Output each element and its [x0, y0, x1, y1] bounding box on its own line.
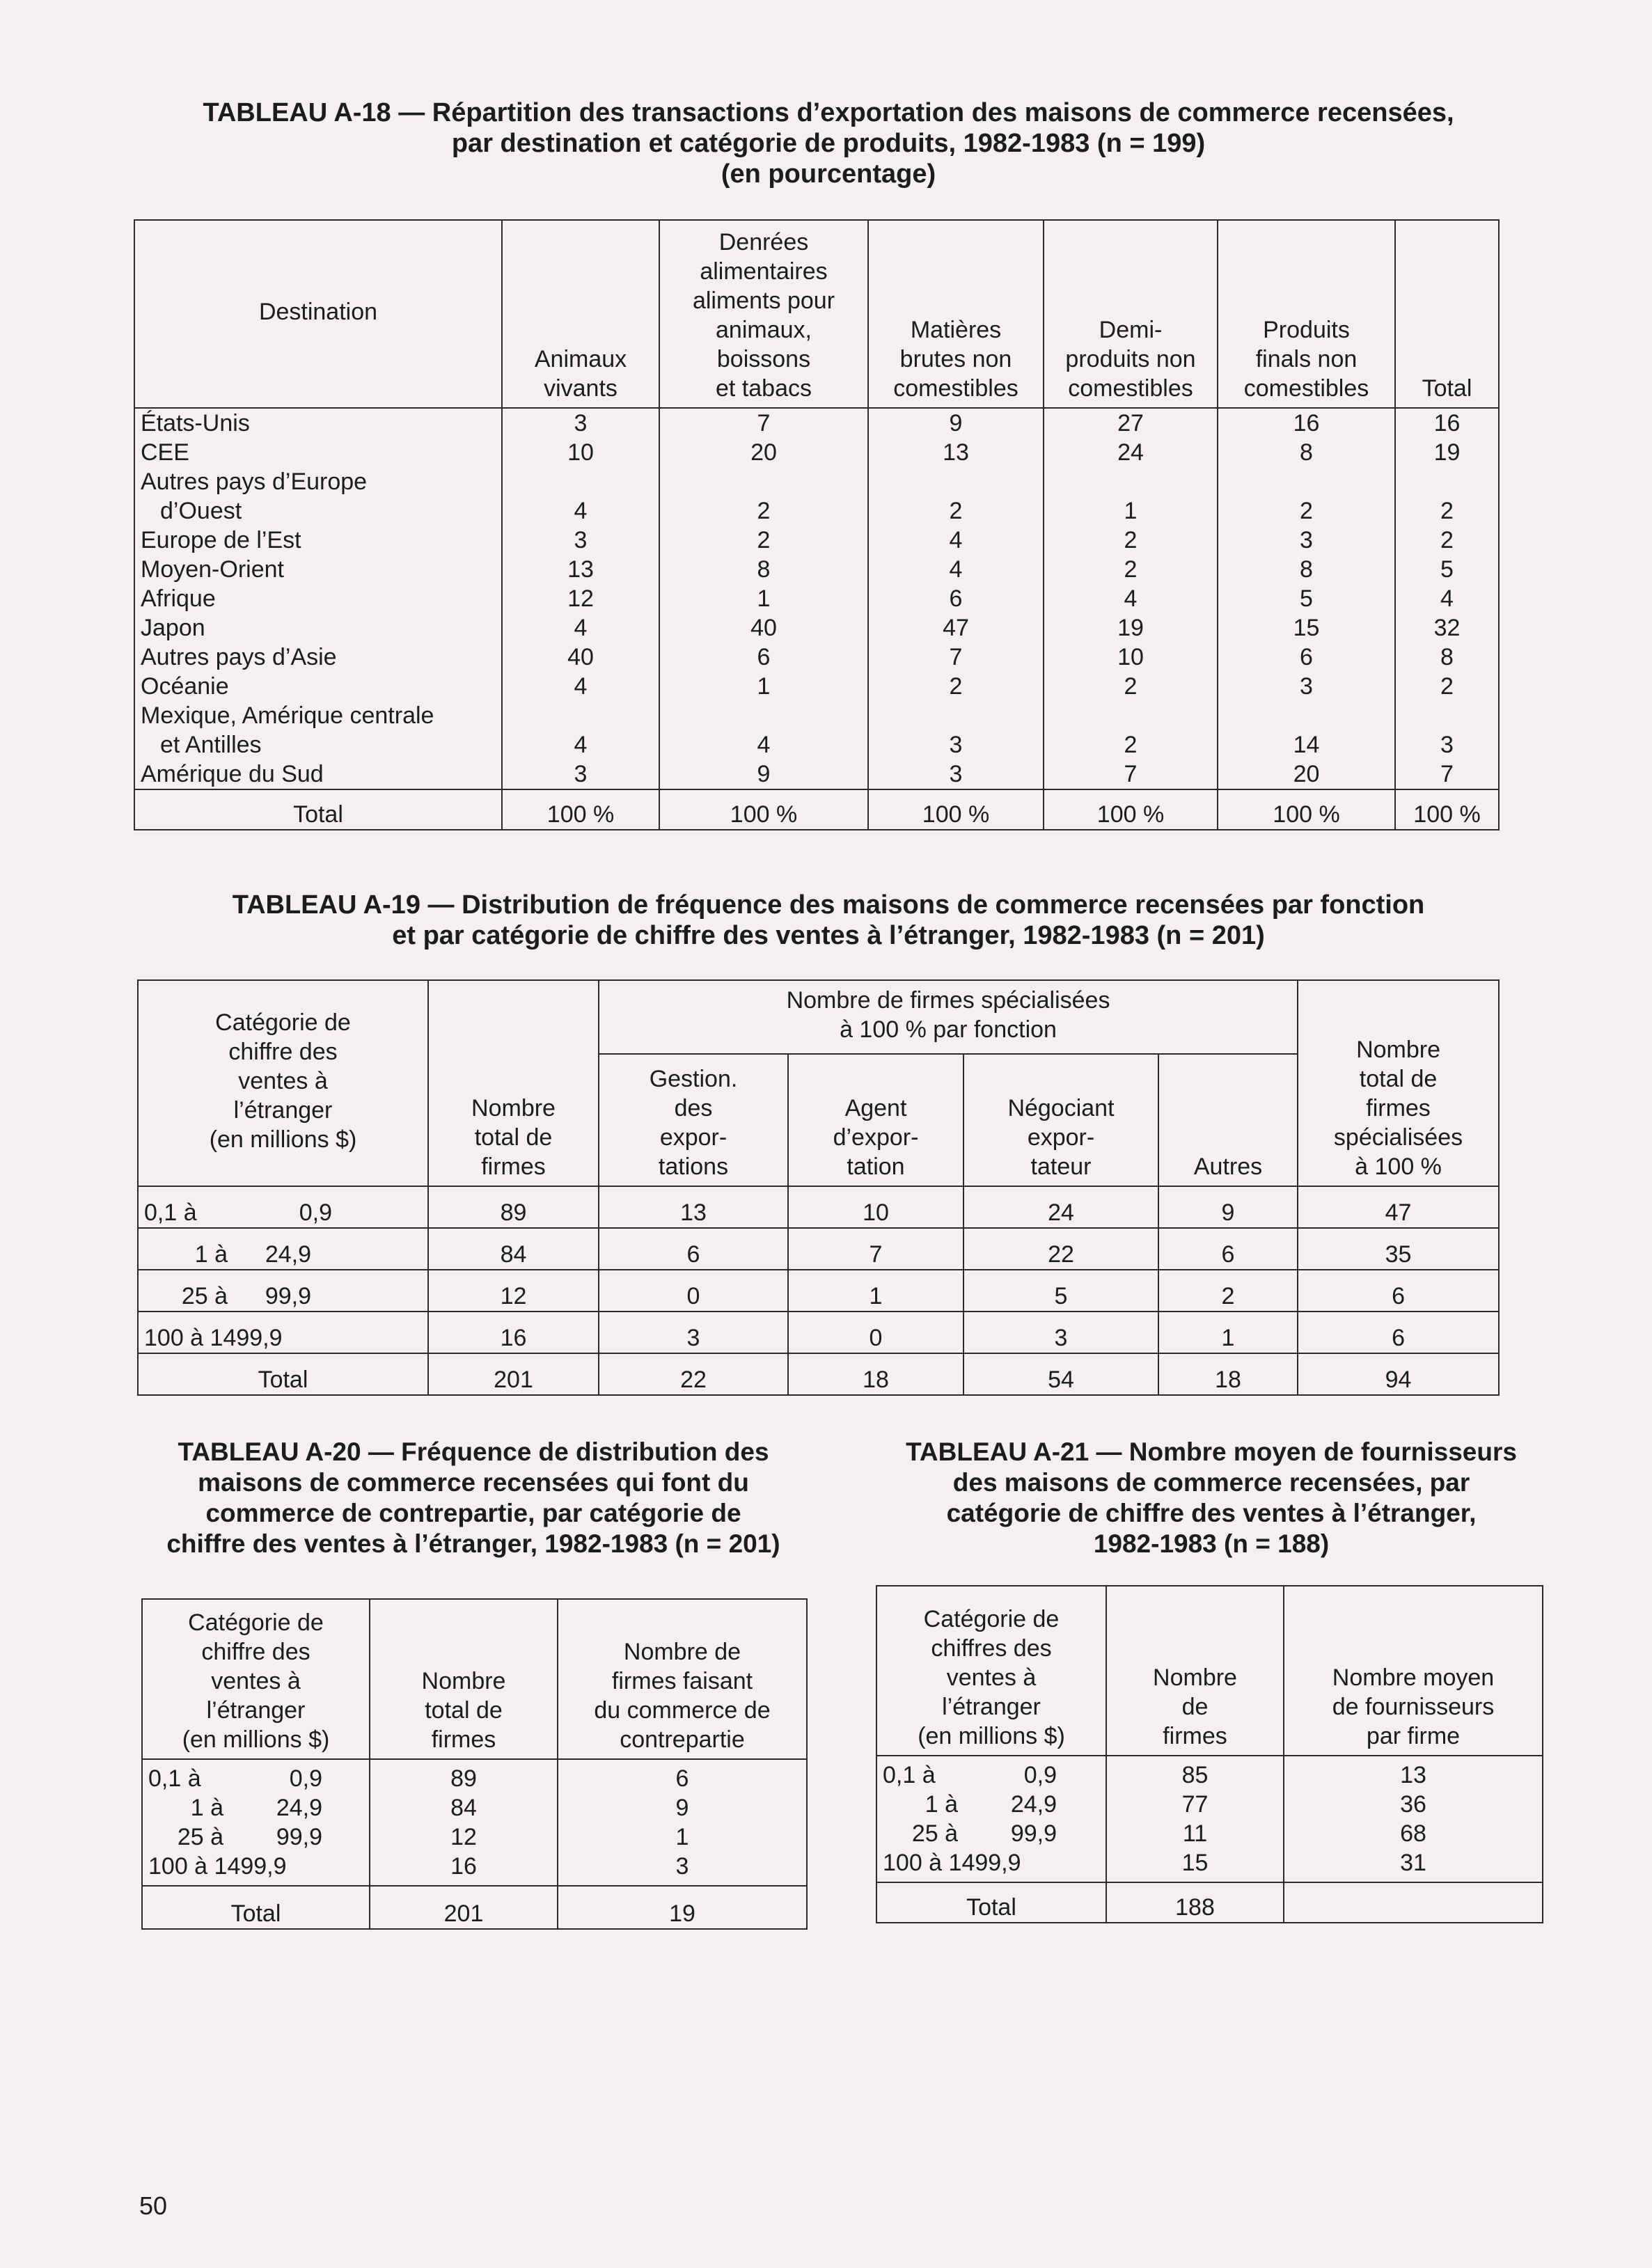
destination-label: Afrique — [141, 585, 216, 612]
matieres-column: 9 13 2 4 4 6 47 7 2 3 3 — [868, 408, 1044, 789]
header-nombre: Nombre de firmes — [1106, 1586, 1284, 1756]
nombre-column: 85 77 11 15 — [1106, 1756, 1284, 1882]
title-line: TABLEAU A-18 — Répartition des transactions d’exportation des maisons de commerce recensées, — [203, 98, 1454, 127]
total-row: Total 100 % 100 % 100 % 100 % 100 % 100 % — [134, 789, 1499, 830]
page-number: 50 — [139, 2191, 168, 2220]
table-a21 — [876, 1585, 1543, 1923]
denrees-column: 7 20 2 2 8 1 40 6 1 4 9 — [659, 408, 868, 789]
header-autres: Autres — [1158, 1054, 1298, 1186]
title-line: TABLEAU A-20 — Fréquence de distribution des — [178, 1438, 769, 1466]
header-nombre-total: Nombre total de firmes — [370, 1599, 558, 1759]
table-row: 25 à 99,9 12 0 1 5 2 6 — [138, 1270, 1499, 1312]
contrepartie-column: 6 9 1 3 — [558, 1759, 807, 1886]
nombre-column: 89 84 12 16 — [370, 1759, 558, 1886]
animaux-column: 3 10 4 3 13 12 4 40 4 4 3 — [502, 408, 659, 789]
table-a20 — [141, 1598, 808, 1930]
destination-label: CEE — [141, 439, 189, 466]
title-line: TABLEAU A-21 — Nombre moyen de fournisseurs — [906, 1438, 1517, 1466]
header-categorie: Catégorie de chiffre des ventes à l’étranger (en millions $) — [142, 1599, 370, 1759]
header-demi-produits: Demi- produits non comestibles — [1044, 220, 1218, 408]
destination-label: Mexique, Amérique centrale — [141, 702, 434, 729]
table-row: 1 à 24,9 84 6 7 22 6 35 — [138, 1228, 1499, 1270]
destination-label: Autres pays d’Europe — [141, 468, 368, 495]
table-a18 — [134, 219, 1500, 830]
header-total-specialisees: Nombre total de firmes spécialisées à 100 % — [1298, 980, 1499, 1186]
destination-label: Océanie — [141, 673, 229, 700]
header-fournisseurs: Nombre moyen de fournisseurs par firme — [1284, 1586, 1543, 1756]
header-contrepartie: Nombre de firmes faisant du commerce de contrepartie — [558, 1599, 807, 1759]
total-row: Total 188 — [876, 1882, 1543, 1923]
header-produits-finals: Produits finals non comestibles — [1218, 220, 1395, 408]
total-row: Total 201 22 18 54 18 94 — [138, 1353, 1499, 1395]
destination-label: Autres pays d’Asie — [141, 644, 337, 670]
destination-column — [134, 408, 502, 789]
title-line: commerce de contrepartie, par catégorie de — [205, 1499, 741, 1527]
title-line: maisons de commerce recensées qui font du — [198, 1468, 749, 1497]
table-a19-title — [104, 890, 1552, 951]
demi-produits-column: 27 24 1 2 2 4 19 10 2 2 7 — [1044, 408, 1218, 789]
total-row: Total 201 19 — [142, 1886, 807, 1929]
header-agent: Agent d’expor- tation — [788, 1054, 963, 1186]
title-line: TABLEAU A-19 — Distribution de fréquence des maisons de commerce recensées par fonction — [232, 890, 1425, 920]
table-row: 0,1 à 0,9 89 13 10 24 9 47 — [138, 1186, 1499, 1228]
header-gestion: Gestion. des expor- tations — [599, 1054, 788, 1186]
header-destination: Destination — [134, 220, 502, 408]
destination-label: Moyen-Orient — [141, 556, 284, 583]
title-line: catégorie de chiffre des ventes à l’étranger, — [946, 1499, 1477, 1527]
header-animaux: Animaux vivants — [502, 220, 659, 408]
destination-label: d’Ouest — [160, 498, 242, 524]
table-row: 100 à 1499,9 16 3 0 3 1 6 — [138, 1312, 1499, 1353]
categorie-column: 0,1 à 0,9 1 à 24,9 25 à 99,9 100 à 1499,9 — [876, 1756, 1106, 1882]
destination-label: et Antilles — [160, 732, 262, 758]
table-a21-title — [870, 1437, 1552, 1559]
destination-label: Japon — [141, 615, 205, 641]
header-denrees: Denrées alimentaires aliments pour animaux, boissons et tabacs — [659, 220, 868, 408]
total-column: 16 19 2 2 5 4 32 8 2 3 7 — [1395, 408, 1499, 789]
title-line: par destination et catégorie de produits, 1982-1983 (n = 199) — [451, 129, 1206, 158]
title-line: (en pourcentage) — [721, 159, 936, 189]
title-line: et par catégorie de chiffre des ventes à l’étranger, 1982-1983 (n = 201) — [392, 921, 1265, 950]
header-categorie: Catégorie de chiffre des ventes à l’étranger (en millions $) — [138, 980, 428, 1186]
header-total: Total — [1395, 220, 1499, 408]
produits-finals-column: 16 8 2 3 8 5 15 6 3 14 20 — [1218, 408, 1395, 789]
header-categorie: Catégorie de chiffres des ventes à l’étranger (en millions $) — [876, 1586, 1106, 1756]
title-line: chiffre des ventes à l’étranger, 1982-1983 (n = 201) — [166, 1529, 780, 1558]
title-line: des maisons de commerce recensées, par — [952, 1468, 1470, 1497]
header-matieres: Matières brutes non comestibles — [868, 220, 1044, 408]
header-group-specialisees: Nombre de firmes spécialisées à 100 % par fonction — [599, 980, 1298, 1054]
destination-label: États-Unis — [141, 410, 250, 436]
destination-label: Amérique du Sud — [141, 761, 324, 787]
table-a20-title — [139, 1437, 808, 1559]
categorie-column: 0,1 à 0,9 1 à 24,9 25 à 99,9 100 à 1499,9 — [142, 1759, 370, 1886]
table-a19 — [137, 979, 1500, 1396]
header-negociant: Négociant expor- tateur — [963, 1054, 1158, 1186]
table-a18-title — [104, 97, 1552, 189]
header-nombre-total: Nombre total de firmes — [428, 980, 599, 1186]
fournisseurs-column: 13 36 68 31 — [1284, 1756, 1543, 1882]
destination-label: Europe de l’Est — [141, 527, 301, 553]
title-line: 1982-1983 (n = 188) — [1093, 1529, 1330, 1558]
